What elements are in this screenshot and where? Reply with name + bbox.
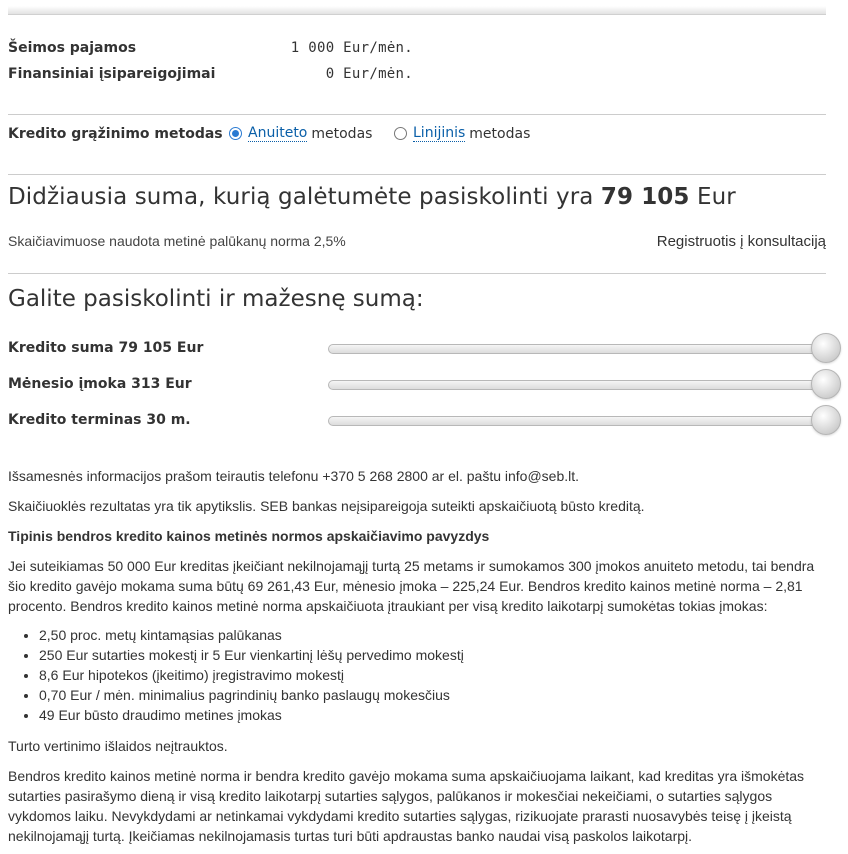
divider (8, 273, 826, 274)
disclaimer-text: Skaičiuoklės rezultatas yra tik apytikslis. SEB bankas neįsipareigoja suteikti apskaičiuotą būsto kreditą. (8, 498, 645, 514)
loan-term-slider[interactable] (328, 416, 838, 426)
monthly-payment-slider[interactable] (328, 380, 838, 390)
linear-link[interactable]: Linijinis (413, 125, 466, 141)
income-value: 1 000 Eur/mėn. (290, 40, 413, 56)
repayment-method-label: Kredito grąžinimo metodas (8, 126, 223, 142)
loan-amount-slider[interactable] (328, 344, 838, 354)
monthly-payment-slider-handle[interactable] (811, 369, 841, 399)
list-item: • 0,70 Eur / mėn. minimalius pagrindinių banko paslaugų mokesčius (39, 685, 464, 705)
loan-amount-label: Kredito suma 79 105 Eur (8, 340, 204, 356)
loan-term-slider-handle[interactable] (811, 405, 841, 435)
closing-text: Bendros kredito kainos metinė norma ir bendra kredito gavėjo mokama suma apskaičiuojama laikant, kad kreditas yra išmokėtas sutarties pasirašymo dieną ir visą kredito laikotarpį sutarties sąlygos, palūkanos ir mokesčiai nekeičiami, o sutarties sąlygos vykdomos laiku. Nevykdydami ar netinkamai vykdydami kredito sutarties sąlygas, rizikuojate prarasti nuosavybės teisę į įkeistą nekilnojamąjį turtą. Įkeičiamas nekilnojamasis turtas turi būti apdraustas banko naudai visą paskolos laikotarpį. (8, 768, 805, 844)
top-panel-edge (8, 6, 826, 15)
interest-rate-note: Skaičiavimuose naudota metinė palūkanų norma 2,5% (8, 233, 346, 249)
max-loan-headline (8, 184, 736, 210)
divider (8, 114, 826, 115)
headline-suffix: Eur (696, 184, 736, 210)
contact-info: Išsamesnės informacijos prašom teirautis telefonu +370 5 268 2800 ar el. paštu info@seb.lt. (8, 468, 580, 484)
register-consultation-link[interactable]: Registruotis į konsultaciją (656, 233, 826, 250)
income-label: Šeimos pajamos (8, 40, 137, 56)
loan-amount-slider-handle[interactable] (811, 333, 841, 363)
smaller-amount-heading: Galite pasiskolinti ir mažesnę sumą: (8, 286, 424, 312)
valuation-note: Turto vertinimo išlaidos neįtrauktos. (8, 738, 228, 754)
list-item: • 49 Eur būsto draudimo metines įmokas (39, 705, 464, 725)
linear-suffix: metodas (469, 125, 531, 142)
list-item: • 250 Eur sutarties mokestį ir 5 Eur vienkartinį lėšų pervedimo mokestį (39, 645, 464, 665)
radio-option-annuity[interactable] (229, 125, 372, 142)
example-title: Tipinis bendros kredito kainos metinės normos apskaičiavimo pavyzdys (8, 528, 490, 544)
example-text: Jei suteikiamas 50 000 Eur kreditas įkeičiant nekilnojamąjį turtą 25 metams ir sumokamos 300 įmokos anuiteto metodu, tai bendra šio kredito gavėjo mokama suma būtų 69 261,43 Eur, mėnesio įmoka – 225,24 Eur. Bendros kredito kainos metinė norma – 2,81 procento. Bendros kredito kainos metinė norma apskaičiuota įtraukiant per visą kredito laikotarpį sumokėtas tokias įmokas: (8, 558, 815, 614)
list-item: • 2,50 proc. metų kintamąsias palūkanas (39, 625, 464, 645)
loan-term-label: Kredito terminas 30 m. (8, 412, 191, 428)
radio-option-linear[interactable] (394, 125, 530, 142)
obligations-value: 0 Eur/mėn. (325, 66, 413, 82)
monthly-payment-label: Mėnesio įmoka 313 Eur (8, 376, 192, 392)
radio-linear[interactable] (394, 127, 407, 140)
annuity-suffix: metodas (311, 125, 373, 142)
headline-prefix: Didžiausia suma, kurią galėtumėte pasiskolinti yra (8, 184, 594, 210)
obligations-label: Finansiniai įsipareigojimai (8, 66, 216, 82)
annuity-link[interactable]: Anuiteto (248, 125, 308, 141)
divider (8, 174, 826, 175)
radio-annuity[interactable] (229, 127, 242, 140)
list-item: • 8,6 Eur hipotekos (įkeitimo) įregistravimo mokestį (39, 665, 464, 685)
fee-list (8, 625, 464, 725)
headline-amount: 79 105 (600, 184, 690, 210)
